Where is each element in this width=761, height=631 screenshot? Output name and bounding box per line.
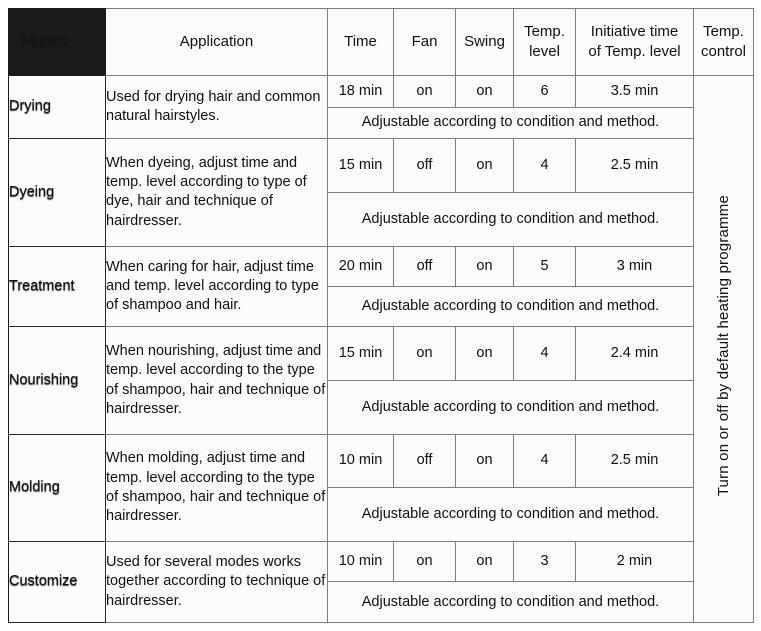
mode-cell-customize bbox=[9, 542, 106, 623]
application-cell-customize: Used for several modes works together according to technique of hairdresser. bbox=[106, 542, 328, 623]
application-cell-treatment: When caring for hair, adjust time and temp. level according to type of shampoo and hair. bbox=[106, 246, 328, 327]
initiative-time-cell-nourishing: 2.4 min bbox=[576, 327, 694, 381]
swing-cell-treatment: on bbox=[456, 246, 514, 286]
header-time: Time bbox=[328, 9, 394, 76]
table-row bbox=[9, 327, 754, 381]
header-modes-label: Modes bbox=[22, 33, 68, 51]
header-temp-control-line2: control bbox=[700, 43, 747, 60]
mode-label: Nourishing bbox=[9, 371, 79, 388]
mode-label: Dyeing bbox=[9, 183, 55, 200]
mode-label: Drying bbox=[9, 98, 51, 115]
mode-label: Customize bbox=[9, 573, 78, 590]
note-cell-dyeing: Adjustable according to condition and method. bbox=[328, 192, 694, 246]
header-temp-level-line1: Temp. bbox=[524, 23, 565, 41]
fan-cell-molding: off bbox=[394, 434, 456, 488]
table-row bbox=[9, 434, 754, 488]
temp-level-cell-dyeing: 4 bbox=[514, 139, 576, 193]
time-cell-molding: 10 min bbox=[328, 434, 394, 488]
swing-cell-customize: on bbox=[456, 542, 514, 582]
table-row bbox=[9, 246, 754, 286]
table-row bbox=[9, 542, 754, 582]
initiative-time-cell-dyeing: 2.5 min bbox=[576, 139, 694, 193]
temp-level-cell-drying: 6 bbox=[514, 76, 576, 108]
initiative-time-cell-molding: 2.5 min bbox=[576, 434, 694, 488]
header-fan: Fan bbox=[394, 9, 456, 76]
time-cell-drying: 18 min bbox=[328, 76, 394, 108]
temp-level-cell-customize: 3 bbox=[514, 542, 576, 582]
note-cell-drying: Adjustable according to condition and method. bbox=[328, 107, 694, 139]
mode-cell-molding bbox=[9, 434, 106, 541]
header-application: Application bbox=[106, 9, 328, 76]
fan-cell-nourishing: on bbox=[394, 327, 456, 381]
table-header-row bbox=[9, 9, 754, 76]
mode-label: Molding bbox=[9, 479, 60, 496]
time-cell-customize: 10 min bbox=[328, 542, 394, 582]
header-initiative-line2: of Temp. level bbox=[588, 43, 681, 60]
header-temp-level-line2: level bbox=[529, 43, 560, 60]
temp-level-cell-molding: 4 bbox=[514, 434, 576, 488]
note-cell-customize: Adjustable according to condition and method. bbox=[328, 582, 694, 623]
note-cell-treatment: Adjustable according to condition and method. bbox=[328, 286, 694, 326]
fan-cell-customize: on bbox=[394, 542, 456, 582]
fan-cell-dyeing: off bbox=[394, 139, 456, 193]
header-initiative-line1: Initiative time bbox=[590, 23, 679, 41]
mode-label: Treatment bbox=[9, 277, 75, 294]
note-cell-molding: Adjustable according to condition and method. bbox=[328, 488, 694, 542]
temp-control-value: Turn on or off by default heating programme bbox=[714, 195, 732, 497]
header-swing: Swing bbox=[456, 9, 514, 76]
application-cell-molding: When molding, adjust time and temp. level according to the type of shampoo, hair and technique of hairdresser. bbox=[106, 434, 328, 541]
table-row bbox=[9, 76, 754, 108]
initiative-time-cell-customize: 2 min bbox=[576, 542, 694, 582]
time-cell-nourishing: 15 min bbox=[328, 327, 394, 381]
temp-control-merged-cell bbox=[694, 76, 754, 623]
header-temp-control-line1: Temp. bbox=[703, 23, 744, 41]
temp-level-cell-nourishing: 4 bbox=[514, 327, 576, 381]
fan-cell-drying: on bbox=[394, 76, 456, 108]
swing-cell-dyeing: on bbox=[456, 139, 514, 193]
header-temp-level bbox=[514, 9, 576, 76]
time-cell-treatment: 20 min bbox=[328, 246, 394, 286]
application-cell-nourishing: When nourishing, adjust time and temp. level according to the type of shampoo, hair and technique of hairdresser. bbox=[106, 327, 328, 434]
header-temp-control bbox=[694, 9, 754, 76]
mode-cell-nourishing bbox=[9, 327, 106, 434]
mode-cell-dyeing bbox=[9, 139, 106, 246]
mode-cell-drying bbox=[9, 76, 106, 139]
fan-cell-treatment: off bbox=[394, 246, 456, 286]
swing-cell-drying: on bbox=[456, 76, 514, 108]
swing-cell-nourishing: on bbox=[456, 327, 514, 381]
initiative-time-cell-treatment: 3 min bbox=[576, 246, 694, 286]
application-cell-dyeing: When dyeing, adjust time and temp. level according to type of dye, hair and technique of hairdresser. bbox=[106, 139, 328, 246]
swing-cell-molding: on bbox=[456, 434, 514, 488]
note-cell-nourishing: Adjustable according to condition and method. bbox=[328, 381, 694, 435]
temp-level-cell-treatment: 5 bbox=[514, 246, 576, 286]
header-modes bbox=[9, 9, 106, 76]
table-row bbox=[9, 139, 754, 193]
initiative-time-cell-drying: 3.5 min bbox=[576, 76, 694, 108]
time-cell-dyeing: 15 min bbox=[328, 139, 394, 193]
hair-dryer-modes-table bbox=[8, 8, 754, 623]
mode-cell-treatment bbox=[9, 246, 106, 327]
header-initiative-time bbox=[576, 9, 694, 76]
application-cell-drying: Used for drying hair and common natural hairstyles. bbox=[106, 76, 328, 139]
